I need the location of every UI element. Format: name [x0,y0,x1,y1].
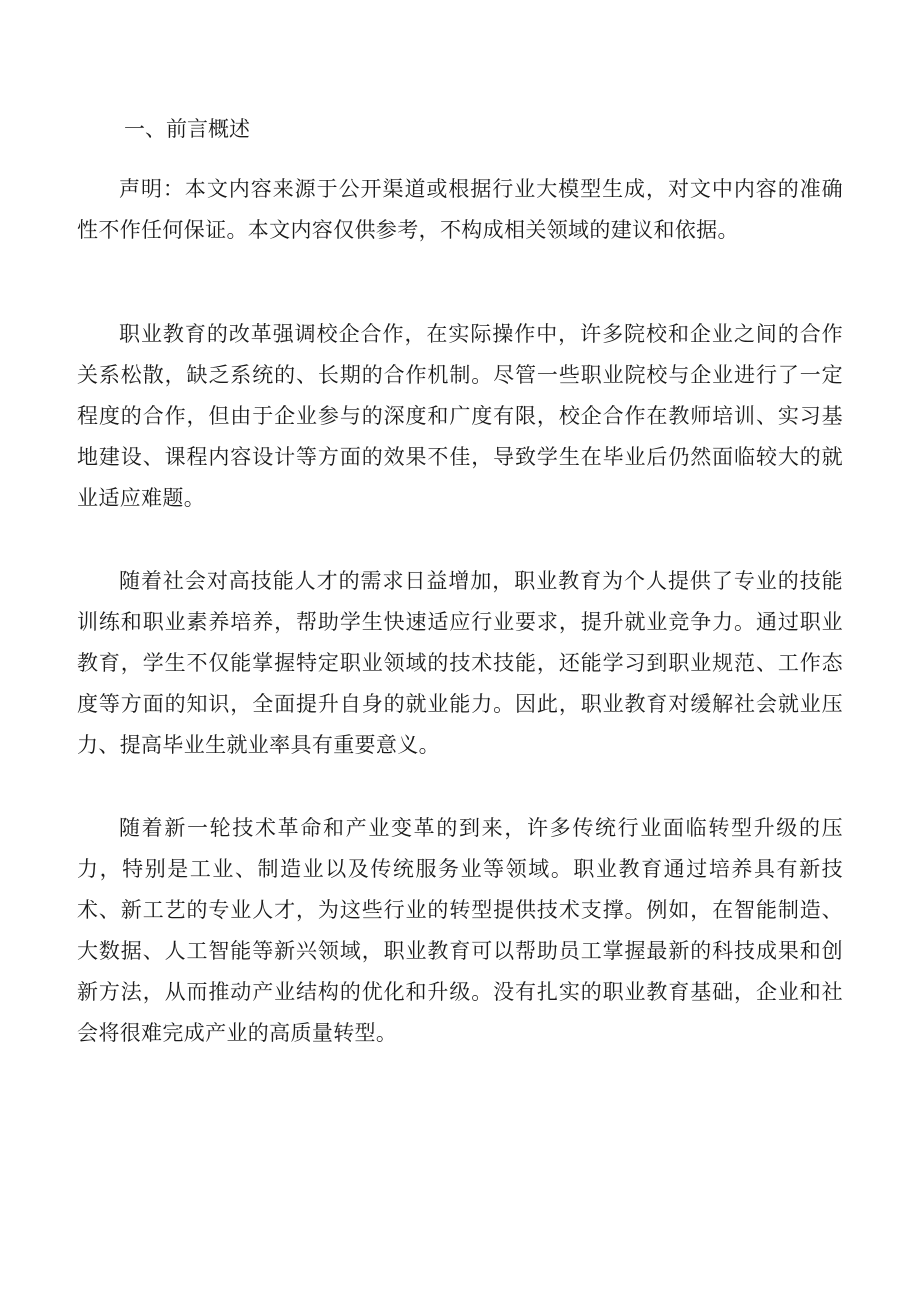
body-paragraph-school-enterprise-cooperation: 职业教育的改革强调校企合作，在实际操作中，许多院校和企业之间的合作关系松散，缺乏系统的、长期的合作机制。尽管一些职业院校与企业进行了一定程度的合作，但由于企业参与的深度和广度有限，校企合作在教师培训、实习基地建设、课程内容设计等方面的效果不佳，导致学生在毕业后仍然面临较大的就业适应难题。 [77,322,843,510]
body-paragraph-employment-competitiveness: 随着社会对高技能人才的需求日益增加，职业教育为个人提供了专业的技能训练和职业素养培养，帮助学生快速适应行业要求，提升就业竞争力。通过职业教育，学生不仅能掌握特定职业领域的技术技能，还能学习到职业规范、工作态度等方面的知识，全面提升自身的就业能力。因此，职业教育对缓解社会就业压力、提高毕业生就业率具有重要意义。 [77,569,843,757]
body-paragraph-industrial-transformation: 随着新一轮技术革命和产业变革的到来，许多传统行业面临转型升级的压力，特别是工业、制造业以及传统服务业等领域。职业教育通过培养具有新技术、新工艺的专业人才，为这些行业的转型提供技术支撑。例如，在智能制造、大数据、人工智能等新兴领域，职业教育可以帮助员工掌握最新的科技成果和创新方法，从而推动产业结构的优化和升级。没有扎实的职业教育基础，企业和社会将很难完成产业的高质量转型。 [77,816,843,1045]
disclaimer-paragraph: 声明：本文内容来源于公开渠道或根据行业大模型生成，对文中内容的准确性不作任何保证。本文内容仅供参考，不构成相关领域的建议和依据。 [77,177,843,242]
section-heading: 一、前言概述 [124,117,250,141]
